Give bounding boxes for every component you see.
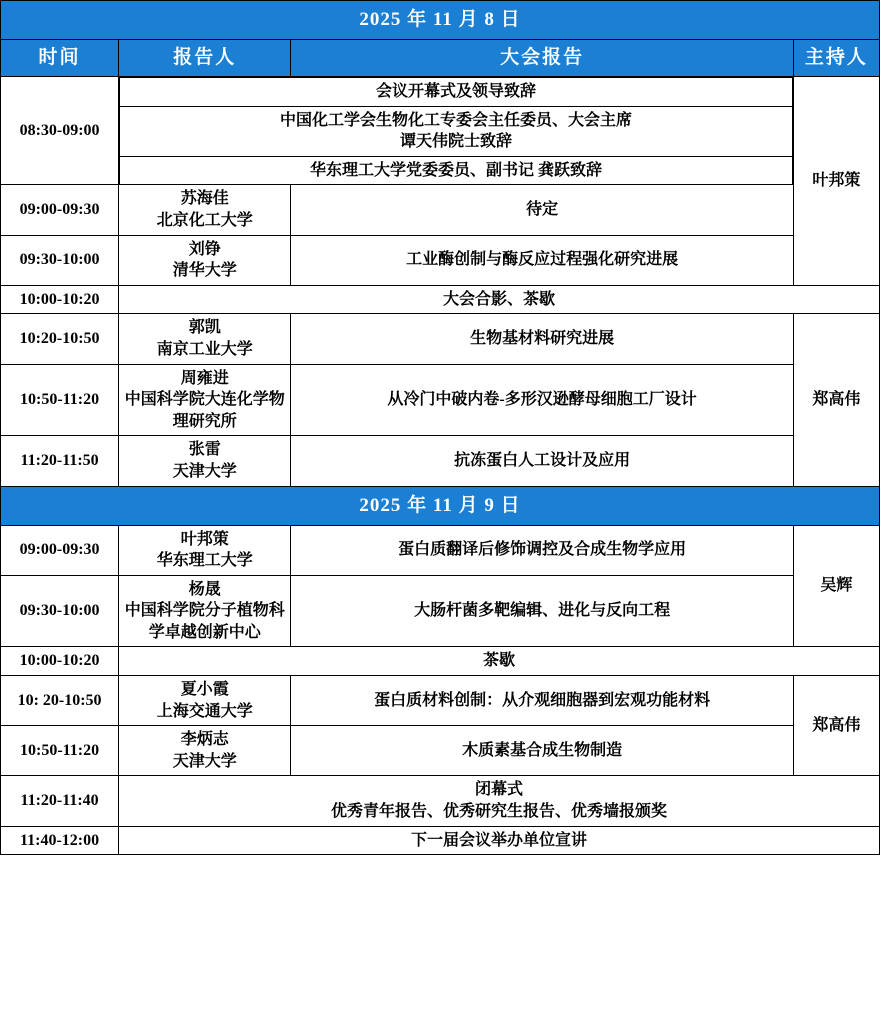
table-row: [1, 314, 880, 364]
row-time: 10:20-10:50: [1, 314, 119, 364]
row-speaker: [119, 314, 291, 364]
row-time: 11:20-11:40: [1, 776, 119, 826]
day2-header-row: [1, 486, 880, 525]
speaker-name: 周雍进: [180, 369, 229, 387]
opening-line-2-3: [120, 106, 793, 156]
row-time: 09:00-09:30: [1, 525, 119, 575]
column-header-time: 时间: [1, 40, 119, 77]
table-row: [1, 235, 880, 285]
speaker-name: 李炳志: [180, 731, 229, 749]
table-row: [1, 364, 880, 436]
row-report: 待定: [291, 185, 794, 235]
opening-ceremony-cell: [119, 77, 794, 185]
row-time: 10: 20-10:50: [1, 676, 119, 726]
opening-line-2: 中国化工学会生物化工专委会主任委员、大会主席: [279, 111, 632, 129]
column-header-speaker: 报告人: [119, 40, 291, 77]
table-row: [1, 436, 880, 486]
speaker-org: 中国科学院大连化学物理研究所: [124, 391, 285, 430]
row-report: 蛋白质翻译后修饰调控及合成生物学应用: [291, 525, 794, 575]
break-text: 茶歇: [119, 647, 880, 676]
day1-header-row: [1, 1, 880, 40]
opening-line-row: [120, 156, 793, 184]
row-time: 10:50-11:20: [1, 364, 119, 436]
table-row-final: [1, 826, 880, 855]
speaker-org: 上海交通大学: [156, 702, 253, 720]
closing-line-1: 闭幕式: [475, 781, 524, 799]
row-speaker: [119, 235, 291, 285]
speaker-name: 杨晟: [188, 580, 221, 598]
day1-title: 2025 年 11 月 8 日: [1, 1, 880, 40]
opening-line-1: 会议开幕式及领导致辞: [120, 78, 793, 107]
speaker-name: 张雷: [188, 441, 221, 459]
speaker-org: 清华大学: [172, 262, 237, 280]
opening-line-3: 谭天伟院士致辞: [399, 133, 512, 151]
row-speaker: [119, 436, 291, 486]
table-row-break: [1, 647, 880, 676]
row-time: 09:30-10:00: [1, 235, 119, 285]
speaker-org: 华东理工大学: [156, 552, 253, 570]
opening-ceremony-lines: [119, 77, 793, 184]
opening-line-row: [120, 78, 793, 107]
speaker-org: 天津大学: [172, 752, 237, 770]
row-speaker: [119, 364, 291, 436]
row-host: 郑高伟: [793, 676, 879, 776]
row-time: 11:20-11:50: [1, 436, 119, 486]
row-speaker: [119, 185, 291, 235]
column-header-report: 大会报告: [291, 40, 794, 77]
speaker-org: 天津大学: [172, 462, 237, 480]
row-speaker: [119, 726, 291, 776]
opening-line-row: [120, 106, 793, 156]
row-time: 09:00-09:30: [1, 185, 119, 235]
closing-line-2: 优秀青年报告、优秀研究生报告、优秀墙报颁奖: [331, 803, 668, 821]
speaker-org: 南京工业大学: [156, 340, 253, 358]
row-report: 蛋白质材料创制：从介观细胞器到宏观功能材料: [291, 676, 794, 726]
row-report: 工业酶创制与酶反应过程强化研究进展: [291, 235, 794, 285]
column-header-host: 主持人: [793, 40, 879, 77]
row-host: 叶邦策: [793, 77, 879, 286]
final-text: 下一届会议举办单位宣讲: [119, 826, 880, 855]
table-row: [1, 185, 880, 235]
row-speaker: [119, 676, 291, 726]
table-row: [1, 726, 880, 776]
table-row: [1, 77, 880, 185]
speaker-name: 叶邦策: [180, 530, 229, 548]
row-time: 08:30-09:00: [1, 77, 119, 185]
row-time: 11:40-12:00: [1, 826, 119, 855]
table-row-break: [1, 285, 880, 314]
table-row: [1, 676, 880, 726]
row-report: 木质素基合成生物制造: [291, 726, 794, 776]
row-host: 郑高伟: [793, 314, 879, 486]
day2-title: 2025 年 11 月 9 日: [1, 486, 880, 525]
speaker-org: 北京化工大学: [156, 211, 253, 229]
row-time: 10:50-11:20: [1, 726, 119, 776]
table-row: [1, 525, 880, 575]
row-speaker: [119, 525, 291, 575]
speaker-name: 刘铮: [188, 240, 221, 258]
table-row: [1, 575, 880, 647]
row-time: 09:30-10:00: [1, 575, 119, 647]
speaker-org: 中国科学院分子植物科学卓越创新中心: [124, 602, 285, 641]
row-speaker: [119, 575, 291, 647]
column-header-row: [1, 40, 880, 77]
row-time: 10:00-10:20: [1, 285, 119, 314]
speaker-name: 夏小霞: [180, 681, 229, 699]
row-report: 大肠杆菌多靶编辑、进化与反向工程: [291, 575, 794, 647]
row-report: 从冷门中破内卷-多形汉逊酵母细胞工厂设计: [291, 364, 794, 436]
row-time: 10:00-10:20: [1, 647, 119, 676]
break-text: 大会合影、茶歇: [119, 285, 880, 314]
row-report: 生物基材料研究进展: [291, 314, 794, 364]
speaker-name: 苏海佳: [180, 190, 229, 208]
opening-line-4: 华东理工大学党委委员、副书记 龚跃致辞: [120, 156, 793, 184]
row-host: 吴辉: [793, 525, 879, 647]
speaker-name: 郭凯: [188, 319, 221, 337]
table-row-closing: [1, 776, 880, 826]
closing-cell: [119, 776, 880, 826]
row-report: 抗冻蛋白人工设计及应用: [291, 436, 794, 486]
